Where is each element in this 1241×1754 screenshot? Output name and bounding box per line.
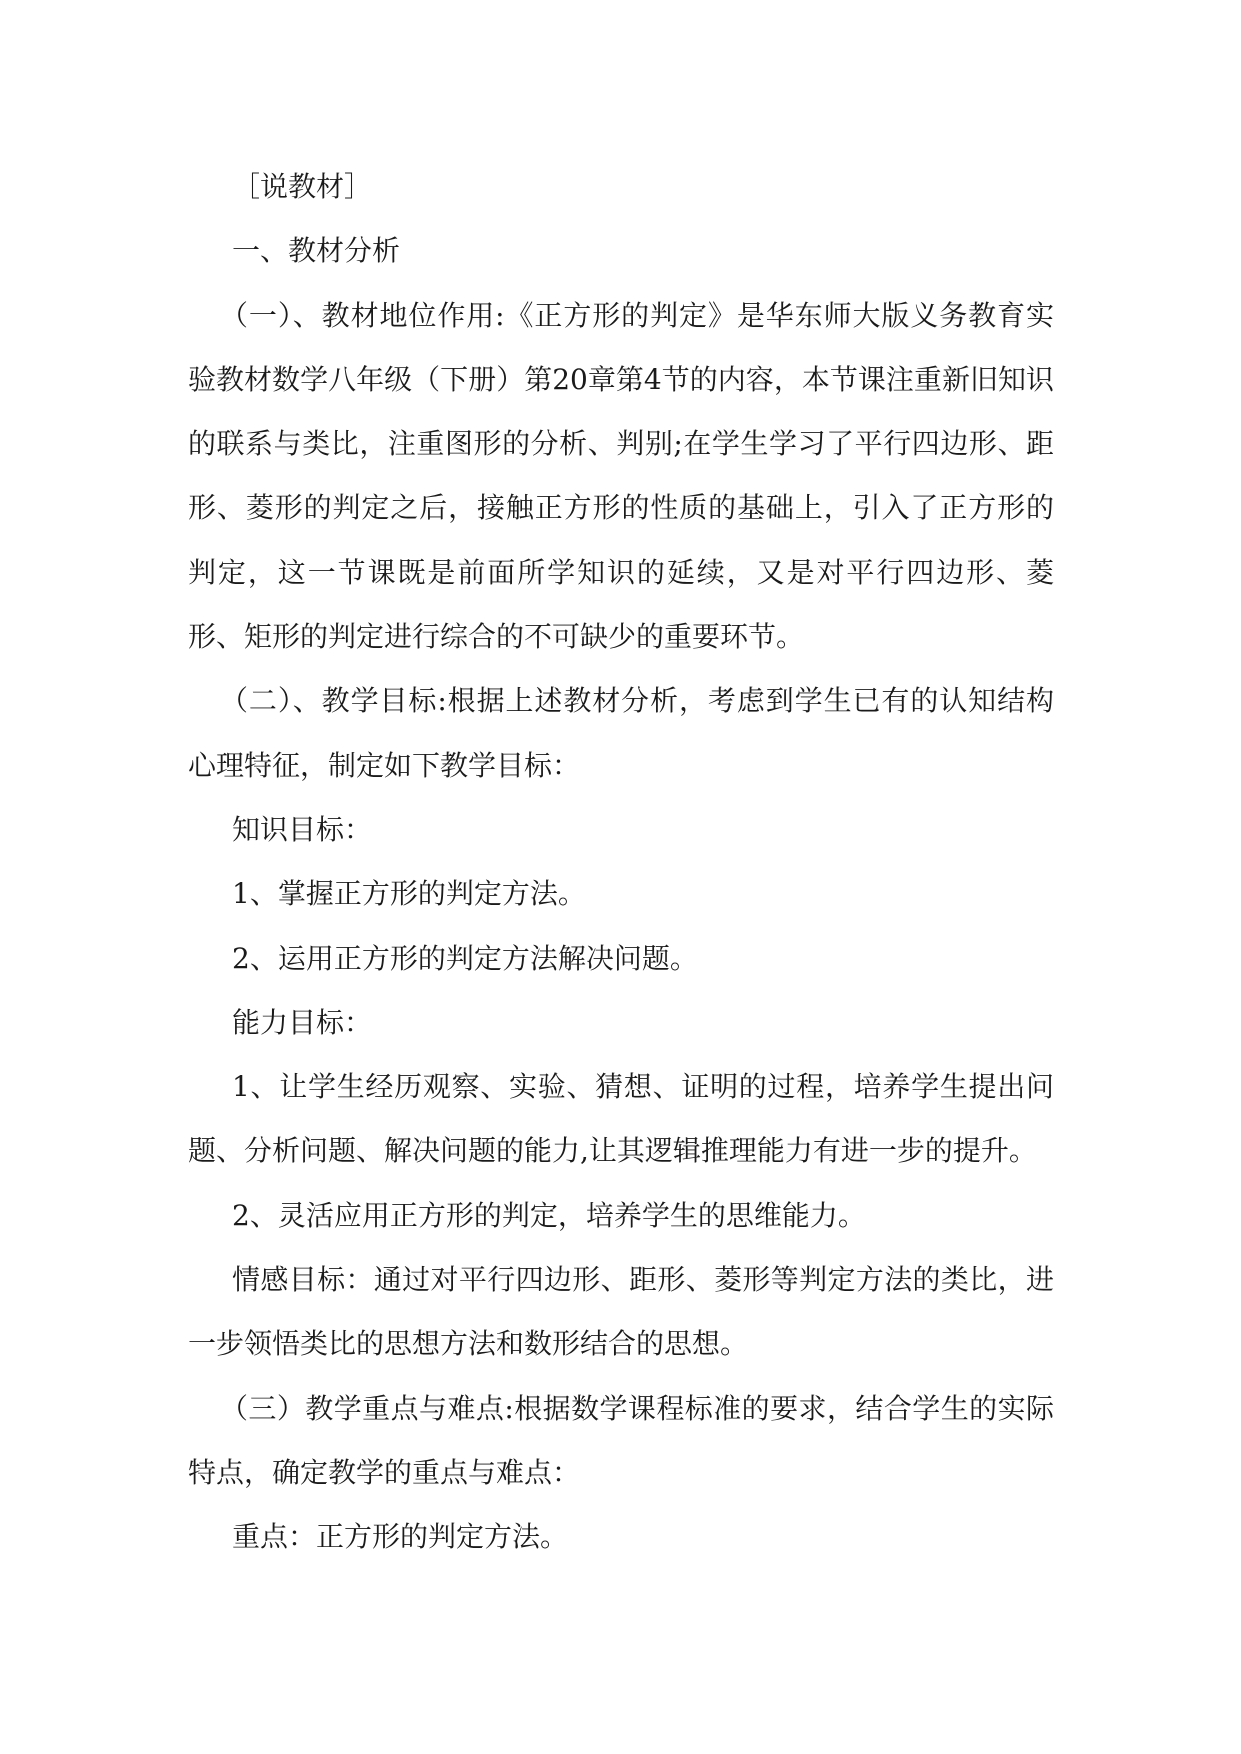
section-heading-jiaocai-fenxi: 一、教材分析: [232, 234, 401, 268]
paragraph-jiaocai-diwei: （一）、教材地位作用:《正方形的判定》是华东师大版义务教育实验教材数学八年级（下册）第20章第4节的内容，本节课注重新旧知识的联系与类比，注重图形的分析、判别;在学生学习了平行四边形、距形、菱形的判定之后，接触正方形的性质的基础上，引入了正方形的判定，这一节课既是前面所学知识的延续，又是对平行四边形、菱形、矩形的判定进行综合的不可缺少的重要环节。: [188, 298, 1054, 654]
paragraph-qinggan-mubiao: 情感目标：通过对平行四边形、距形、菱形等判定方法的类比，进一步领悟类比的思想方法和数形结合的思想。: [188, 1263, 1054, 1361]
list-item-nengli-1: 1、让学生经历观察、实验、猜想、证明的过程，培养学生提出问题、分析问题、解决问题的能力,让其逻辑推理能力有进一步的提升。: [188, 1070, 1054, 1168]
subheading-nengli-mubiao: 能力目标：: [232, 1005, 373, 1039]
list-item-zhishi-2: 2、运用正方形的判定方法解决问题。: [232, 941, 698, 975]
list-item-zhishi-1: 1、掌握正方形的判定方法。: [232, 877, 586, 911]
paragraph-jiaoxue-mubiao: （二）、教学目标:根据上述教材分析，考虑到学生已有的认知结构心理特征，制定如下教学目标：: [188, 684, 1054, 782]
paragraph-zhongdian: 重点：正方形的判定方法。: [232, 1520, 569, 1554]
document-body: [188, 155, 1054, 1570]
list-item-nengli-2: 2、灵活应用正方形的判定，培养学生的思维能力。: [232, 1198, 866, 1232]
paragraph-zhongdian-nandian: （三）教学重点与难点:根据数学课程标准的要求，结合学生的实际特点，确定教学的重点与难点：: [188, 1391, 1054, 1489]
section-heading-shuo-jiaocai: ［说教材］: [232, 170, 373, 203]
subheading-zhishi-mubiao: 知识目标：: [232, 812, 373, 846]
